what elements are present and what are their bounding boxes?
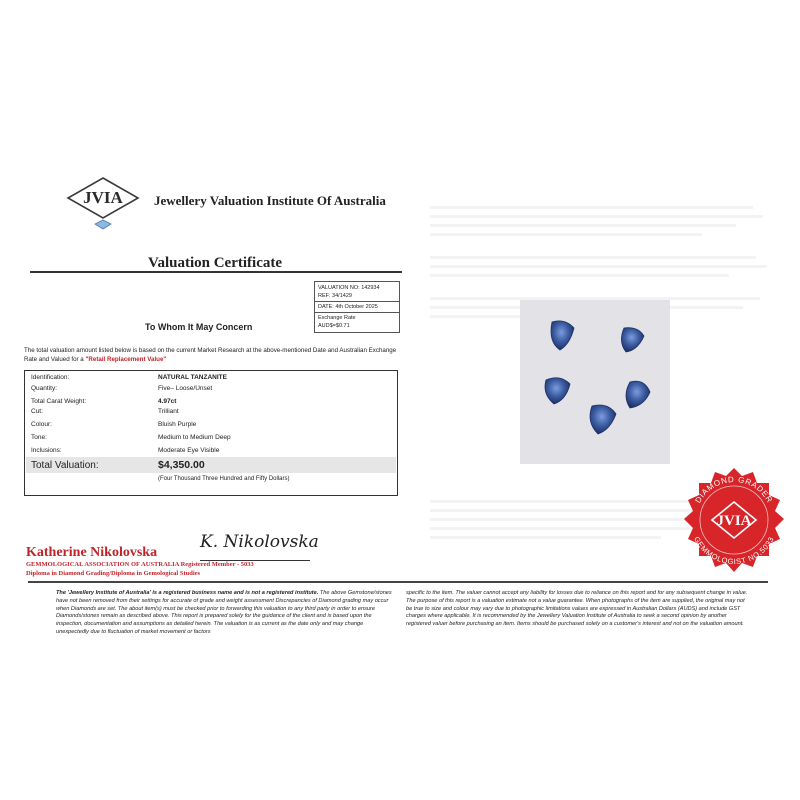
total-valuation-amount: $4,350.00 — [158, 459, 205, 471]
detail-value: 4.97ct — [158, 398, 177, 405]
detail-value: Trilliant — [158, 408, 179, 415]
intro-highlight: "Retail Replacement Value" — [85, 356, 167, 363]
detail-label: Identification: — [31, 374, 70, 381]
seal-center-text: JVIA — [716, 513, 752, 529]
valuer-name: Katherine Nikolovska — [26, 545, 158, 560]
institute-name: Jewellery Valuation Institute Of Australia — [154, 193, 386, 208]
seal-top-text: DIAMOND GRADER — [693, 474, 775, 505]
diamond-grader-seal-icon — [676, 462, 792, 578]
detail-label: Tone: — [31, 434, 47, 441]
valuation-number: VALUATION NO: 142934 — [318, 285, 380, 291]
exchange-rate-value: AUD$=$0.71 — [318, 323, 350, 329]
jvia-logo-icon — [64, 176, 142, 230]
valuation-date: DATE: 4th October 2025 — [318, 304, 378, 310]
valuer-diploma: Diploma in Diamond Grading/Diploma in Gemological Studies — [26, 570, 201, 577]
detail-label: Total Carat Weight: — [31, 398, 87, 405]
detail-value: Medium to Medium Deep — [158, 434, 231, 441]
detail-label: Cut: — [31, 408, 43, 415]
disclaimer-left-body: The above Gemstone/stones have not been removed from their settings for accurate of grade and weight assessment Discrepancies of Diamond grading may occur when Diamonds are set. The about item(s) must be checked prior to forwarding this valuation to any third party in order to ensure Diamonds/stones remain as described above. This report is prepared solely for the guidance of the client and is based upon the inspection, documentation and assumptions as detailed herein. The valuation is as current as the date only and may change unexpectedly due to fluctuation of market movement or factors — [56, 590, 392, 635]
total-valuation-label: Total Valuation: — [31, 460, 99, 471]
logo-text: JVIA — [83, 188, 123, 207]
detail-label: Quantity: — [31, 385, 58, 392]
gemstone-photo — [520, 300, 670, 464]
tanzanite-stones-icon — [520, 300, 670, 464]
exchange-rate-label: Exchange Rate — [318, 315, 356, 321]
handwritten-signature: K. Nikolovska — [200, 532, 319, 552]
salutation: To Whom It May Concern — [145, 322, 253, 332]
title-divider — [30, 271, 402, 273]
detail-label: Colour: — [31, 421, 52, 428]
valuation-info-box — [314, 281, 400, 333]
disclaimer-divider — [28, 581, 768, 583]
disclaimer-right: specific to the item. The valuer cannot accept any liability for losses due to reliance on this report and for any subsequent change in value. The purpose of this report is a valuation estimate not a value guarantee. When photographs of the item are supplied, the original may not be true to size and colour may vary due to photographic limitations values are expressed in Australian Dollars (AUDS) and include GST charges where applicable. It is recommended by the Jewellery Valuation Institute of Australia to seek a second opinion by another registered valuer before purchasing an item. Items should be purchased solely on a customer's interest and not on the valuation amount. — [406, 590, 748, 628]
valuer-membership: GEMMOLOGICAL ASSOCIATION OF AUSTRALIA Registered Member - 5033 — [26, 561, 254, 568]
detail-value: Moderate Eye Visible — [158, 447, 220, 454]
intro-text: The total valuation amount listed below is based on the current Market Research at the above-mentioned Date and Australian Exchange Rate and Valued for a — [24, 347, 397, 363]
disclaimer-lead: The 'Jewellery Institute of Australia' is a registered business name and is not a registered institute. — [56, 590, 319, 596]
reference-number: REF: 34/1429 — [318, 293, 352, 299]
intro-paragraph — [24, 346, 404, 364]
certificate-title: Valuation Certificate — [148, 255, 283, 271]
detail-value: Five– Loose/Unset — [158, 385, 213, 392]
seal-bottom-text: GEMMOLOGIST NO.5033 — [692, 535, 776, 567]
disclaimer-left — [56, 590, 396, 637]
detail-label: Inclusions: — [31, 447, 62, 454]
detail-value: NATURAL TANZANITE — [158, 374, 227, 381]
valuation-details-table — [24, 370, 398, 496]
detail-value: Bluish Purple — [158, 421, 197, 428]
total-valuation-words: (Four Thousand Three Hundred and Fifty Dollars) — [158, 476, 290, 482]
